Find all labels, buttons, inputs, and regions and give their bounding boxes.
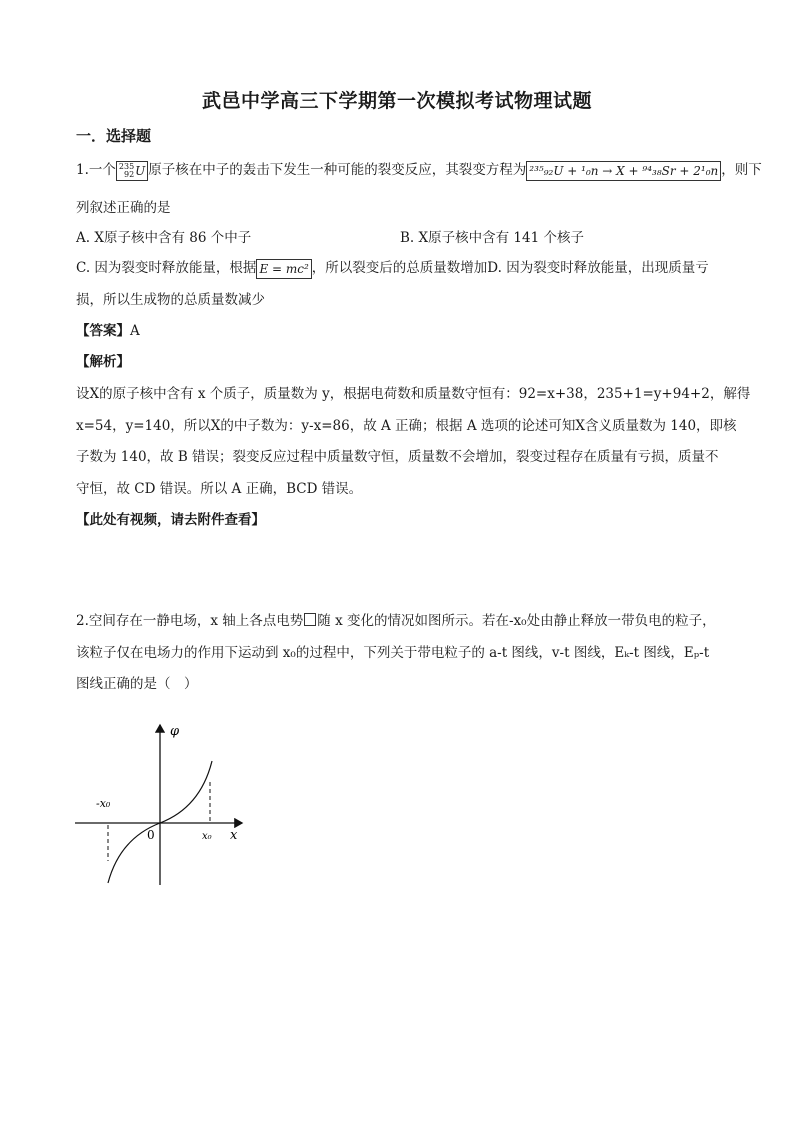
q1-option-a: A. X原子核中含有 86 个中子 bbox=[76, 230, 252, 246]
analysis-line-1: 设X的原子核中含有 x 个质子，质量数为 y，根据电荷数和质量数守恒有：92=x+38，235+1=y+94+2，解得 bbox=[76, 386, 751, 402]
q1-nuclide-box bbox=[116, 161, 148, 181]
y-axis-label: φ bbox=[170, 724, 180, 739]
answer-value: A bbox=[130, 323, 140, 339]
q1-option-c-post: ，所以裂变后的总质量数增加D. 因为裂变时释放能量，出现质量亏 bbox=[311, 260, 709, 276]
analysis-line-3: 子数为 140，故 B 错误；裂变反应过程中质量数守恒，质量数不会增加，裂变过程存在质量有亏损，质量不 bbox=[76, 449, 719, 465]
potential-graph bbox=[70, 715, 260, 895]
x-axis-label: x bbox=[230, 828, 238, 843]
pos-x0-label: x₀ bbox=[202, 831, 212, 842]
q1-option-cd-line2: 损，所以生成物的总质量数减少 bbox=[76, 292, 265, 308]
q2-line1-pre: 2.空间存在一静电场，x 轴上各点电势 bbox=[76, 613, 304, 629]
q1-option-c-pre: C. 因为裂变时释放能量，根据 bbox=[76, 260, 257, 276]
q1-option-c bbox=[76, 258, 709, 279]
q1-stem-line1 bbox=[76, 160, 762, 181]
nuclide-atomic: 92 bbox=[123, 170, 135, 179]
q2-line1 bbox=[76, 611, 716, 631]
analysis-label: 【解析】 bbox=[76, 354, 130, 370]
q1-option-c-eq: E = mc² bbox=[256, 259, 311, 279]
answer-label: 【答案】 bbox=[76, 323, 130, 339]
q2-line1-post: 随 x 变化的情况如图所示。若在-x₀处由静止释放一带负电的粒子， bbox=[317, 613, 716, 629]
analysis-line-2: x=54，y=140，所以X的中子数为：y-x=86，故 A 正确；根据 A 选项的论述可知X含义质量数为 140，即核 bbox=[76, 418, 737, 434]
q2-line3: 图线正确的是（ ） bbox=[76, 676, 198, 692]
nuclide-symbol: U bbox=[135, 163, 146, 178]
q1-stem-line2: 列叙述正确的是 bbox=[76, 200, 171, 216]
q1-stem-end: ，则下 bbox=[721, 162, 762, 178]
origin-label: 0 bbox=[147, 828, 155, 842]
neg-x0-label: -x₀ bbox=[96, 797, 111, 810]
q1-prefix: 1.一个 bbox=[76, 162, 116, 178]
q1-option-b: B. X原子核中含有 141 个核子 bbox=[400, 230, 584, 246]
q1-answer bbox=[76, 321, 140, 341]
page-title: 武邑中学高三下学期第一次模拟考试物理试题 bbox=[201, 90, 592, 112]
section-heading: 一．选择题 bbox=[76, 127, 152, 145]
video-note: 【此处有视频，请去附件查看】 bbox=[76, 512, 265, 528]
nuclide-mass: 235 bbox=[118, 162, 135, 171]
q2-line2: 该粒子仅在电场力的作用下运动到 x₀的过程中，下列关于带电粒子的 a-t 图线，v-t 图线，Eₖ-t 图线，Eₚ-t bbox=[76, 645, 710, 661]
q1-equation-box: ²³⁵₉₂U + ¹₀n → X + ⁹⁴₃₈Sr + 2¹₀n bbox=[526, 161, 721, 181]
analysis-line-4: 守恒，故 CD 错误。所以 A 正确，BCD 错误。 bbox=[76, 481, 363, 497]
missing-glyph-box bbox=[304, 613, 316, 626]
q1-stem-mid: 原子核在中子的轰击下发生一种可能的裂变反应，其裂变方程为 bbox=[148, 162, 527, 178]
